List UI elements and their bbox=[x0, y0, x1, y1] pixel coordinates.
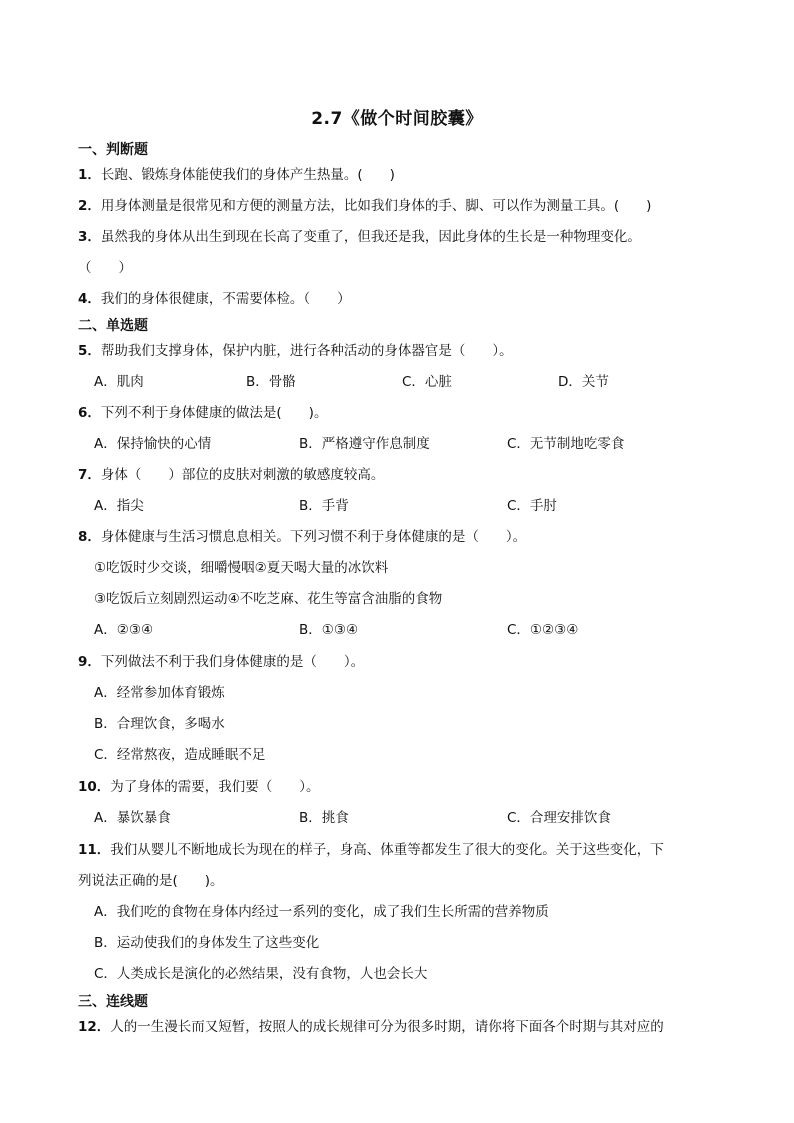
question-8-statements-2: ③吃饭后立刻剧烈运动④不吃芝麻、花生等富含油脂的食物 bbox=[94, 591, 443, 607]
question-text: 虽然我的身体从出生到现在长高了变重了，但我还是我，因此身体的生长是一种物理变化。 bbox=[100, 229, 641, 245]
section-heading-single-choice: 二、单选题 bbox=[78, 318, 148, 334]
question-11-continued: 列说法正确的是( )。 bbox=[78, 873, 224, 889]
option-c: C．无节制地吃零食 bbox=[507, 436, 625, 452]
question-6 bbox=[78, 403, 327, 423]
option-b: B．①③④ bbox=[299, 622, 359, 638]
question-5 bbox=[78, 341, 513, 361]
question-8-statements-1: ①吃饭时少交谈，细嚼慢咽②夏天喝大量的冰饮料 bbox=[94, 560, 389, 576]
question-2 bbox=[78, 196, 651, 216]
option-b: B．运动使我们的身体发生了这些变化 bbox=[94, 935, 320, 951]
question-text: 我们的身体很健康，不需要体检。（ ） bbox=[100, 291, 351, 307]
option-c: C．合理安排饮食 bbox=[507, 810, 611, 826]
option-b: B．合理饮食，多喝水 bbox=[94, 716, 225, 732]
question-3 bbox=[78, 227, 641, 247]
question-text: 为了身体的需要，我们要（ ）。 bbox=[110, 779, 320, 795]
option-c: C．手肘 bbox=[507, 498, 557, 514]
question-text: 下列不利于身体健康的做法是( )。 bbox=[100, 405, 328, 421]
question-text: 人的一生漫长而又短暂，按照人的成长规律可分为很多时期，请你将下面各个时期与其对应的 bbox=[110, 1019, 664, 1035]
question-12 bbox=[78, 1017, 664, 1037]
question-number: 12． bbox=[78, 1019, 111, 1035]
option-b: B．骨骼 bbox=[246, 374, 296, 390]
option-b: B．挑食 bbox=[299, 810, 349, 826]
question-10 bbox=[78, 777, 320, 797]
option-c: C．人类成长是演化的必然结果，没有食物，人也会长大 bbox=[94, 966, 428, 982]
question-9 bbox=[78, 652, 364, 672]
question-1 bbox=[78, 165, 395, 185]
question-number: 9． bbox=[78, 654, 101, 670]
option-b: B．手背 bbox=[299, 498, 349, 514]
question-text: 下列做法不利于我们身体健康的是（ ）。 bbox=[100, 654, 365, 670]
question-text: 长跑、锻炼身体能使我们的身体产生热量。( ) bbox=[100, 167, 395, 183]
question-text: 身体健康与生活习惯息息相关。下列习惯不利于身体健康的是（ ）。 bbox=[100, 529, 527, 545]
question-8 bbox=[78, 527, 526, 547]
option-a: A．指尖 bbox=[94, 498, 144, 514]
question-number: 2． bbox=[78, 198, 101, 214]
question-7 bbox=[78, 465, 384, 485]
question-4 bbox=[78, 289, 351, 309]
question-text: 我们从婴儿不断地成长为现在的样子，身高、体重等都发生了很大的变化。关于这些变化，下 bbox=[110, 842, 664, 858]
option-c: C．心脏 bbox=[402, 374, 452, 390]
question-number: 6． bbox=[78, 405, 101, 421]
option-a: A．保持愉快的心情 bbox=[94, 436, 212, 452]
question-number: 11． bbox=[78, 842, 111, 858]
option-a: A．经常参加体育锻炼 bbox=[94, 685, 225, 701]
question-text: 帮助我们支撑身体，保护内脏，进行各种活动的身体器官是（ ）。 bbox=[100, 343, 513, 359]
option-a: A．肌肉 bbox=[94, 374, 144, 390]
option-a: A．我们吃的食物在身体内经过一系列的变化，成了我们生长所需的营养物质 bbox=[94, 904, 549, 920]
question-number: 10． bbox=[78, 779, 111, 795]
question-number: 1． bbox=[78, 167, 101, 183]
section-heading-true-false: 一、判断题 bbox=[78, 142, 148, 158]
question-text: 身体（ ）部位的皮肤对刺激的敏感度较高。 bbox=[100, 467, 385, 483]
question-number: 7． bbox=[78, 467, 101, 483]
option-c: C．①②③④ bbox=[507, 622, 579, 638]
option-a: A．②③④ bbox=[94, 622, 154, 638]
question-text: 用身体测量是很常见和方便的测量方法，比如我们身体的手、脚、可以作为测量工具。( ) bbox=[100, 198, 652, 214]
option-c: C．经常熬夜，造成睡眠不足 bbox=[94, 747, 266, 763]
question-number: 3． bbox=[78, 229, 101, 245]
page-title: 2.7《做个时间胶囊》 bbox=[311, 109, 483, 129]
question-11 bbox=[78, 840, 664, 860]
option-a: A．暴饮暴食 bbox=[94, 810, 171, 826]
section-heading-matching: 三、连线题 bbox=[78, 994, 148, 1010]
question-number: 8． bbox=[78, 529, 101, 545]
option-d: D．关节 bbox=[558, 374, 609, 390]
question-number: 5． bbox=[78, 343, 101, 359]
question-number: 4． bbox=[78, 291, 101, 307]
question-3-continued: （ ） bbox=[78, 260, 132, 276]
option-b: B．严格遵守作息制度 bbox=[299, 436, 430, 452]
